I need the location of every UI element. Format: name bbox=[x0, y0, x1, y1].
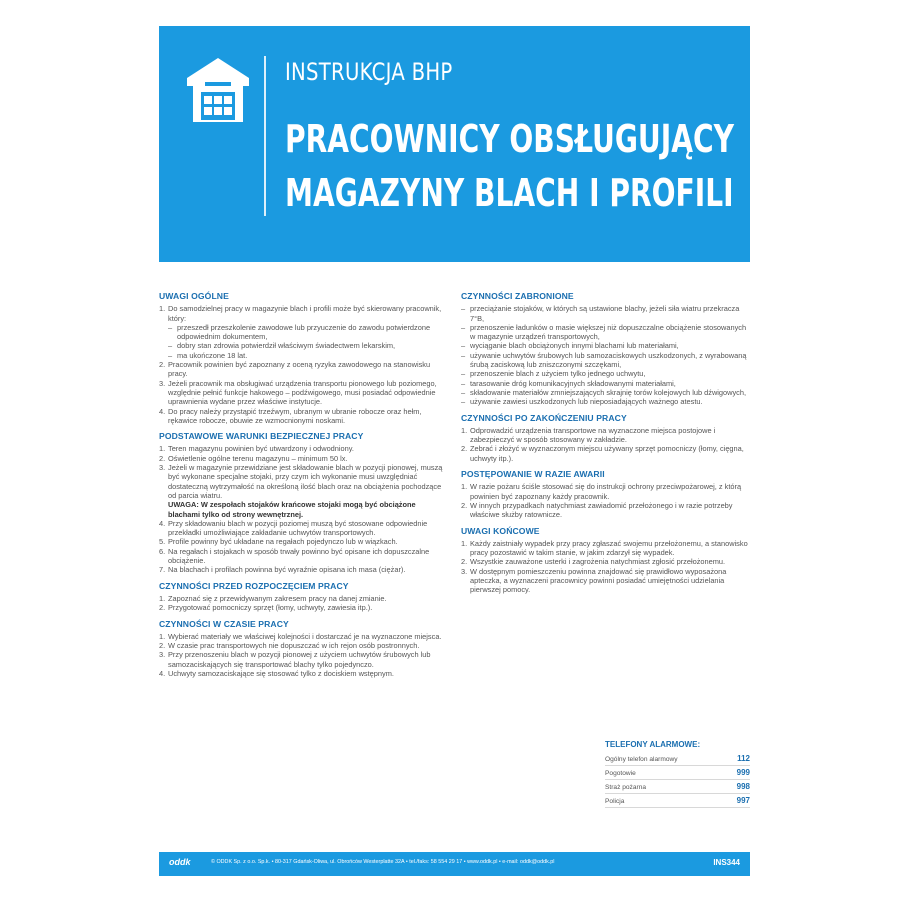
section-title: CZYNNOŚCI PO ZAKOŃCZENIU PRACY bbox=[461, 412, 627, 423]
phone-row bbox=[605, 766, 750, 780]
item-text: składowanie materiałów zmniejszających skrajnię torów kolejowych lub dźwigowych, bbox=[470, 387, 747, 397]
section-prohibited-actions bbox=[461, 292, 750, 407]
list-item: – wyciąganie blach obciążonych innymi blachami lub materiałami, bbox=[461, 341, 750, 350]
left-column bbox=[159, 292, 444, 685]
list-item bbox=[461, 501, 750, 520]
item-number: 1. bbox=[461, 425, 468, 435]
phones-title: TELEFONY ALARMOWE: bbox=[605, 740, 701, 749]
sub-item: – przeszedł przeszkolenie zawodowe lub przyuczenie do zawodu potwierdzone odpowiednim dokumentem, bbox=[159, 323, 444, 342]
list-item bbox=[159, 669, 444, 678]
item-text: Wszystkie zauważone usterki i zagrożenia natychmiast zgłosić przełożonemu. bbox=[470, 557, 726, 567]
list-item bbox=[159, 519, 444, 538]
document-type: INSTRUKCJA BHP bbox=[285, 58, 453, 86]
item-number: 1. bbox=[159, 593, 166, 603]
safety-instruction-sheet bbox=[159, 26, 750, 876]
item-number: 1. bbox=[159, 631, 166, 641]
list-item bbox=[461, 444, 750, 463]
item-text: Oświetlenie ogólne terenu magazynu – minimum 50 lx. bbox=[168, 453, 348, 463]
item-text bbox=[168, 463, 444, 519]
title-line-2: MAGAZYNY BLACH I PROFILI bbox=[285, 171, 734, 215]
section-title: CZYNNOŚCI ZABRONIONE bbox=[461, 291, 574, 301]
section-before-work bbox=[159, 582, 444, 613]
phone-number: 112 bbox=[737, 754, 750, 763]
item-text: W innych przypadkach natychmiast zawiadomić przełożonego i w razie potrzeby właściwe służby ratownicze. bbox=[470, 500, 733, 520]
header-divider bbox=[264, 56, 266, 216]
item-text: przenoszenie ładunków o masie większej niż dopuszczalne obciążenie stosowanych w magazynie urządzeń transportowych, bbox=[470, 322, 747, 342]
item-number: 2. bbox=[159, 453, 166, 463]
item-number: 2. bbox=[461, 557, 468, 567]
item-text: Teren magazynu powinien być utwardzony i odwodniony. bbox=[168, 444, 354, 454]
item-text: wyciąganie blach obciążonych innymi blachami lub materiałami, bbox=[470, 341, 679, 351]
list-item: – przenoszenie ładunków o masie większej niż dopuszczalne obciążenie stosowanych w magazynie urządzeń transportowych, bbox=[461, 323, 750, 342]
phone-label: Ogólny telefon alarmowy bbox=[605, 756, 678, 763]
phone-row bbox=[605, 780, 750, 794]
list-item bbox=[461, 482, 750, 501]
list-item: – używanie uchwytów śrubowych lub samozaciskowych uszkodzonych, z wyrabowaną śrubą zaciskową lub zniszczonymi szczękami, bbox=[461, 351, 750, 370]
emergency-phones-box bbox=[605, 740, 750, 808]
sub-item-text: dobry stan zdrowia potwierdził właściwym świadectwem lekarskim, bbox=[177, 341, 396, 351]
item-number: 1. bbox=[159, 304, 166, 314]
section-during-work bbox=[159, 620, 444, 679]
list-item bbox=[159, 463, 444, 519]
item-number: 4. bbox=[159, 518, 166, 528]
document-code: INS344 bbox=[713, 858, 740, 867]
list-item: – tarasowanie dróg komunikacyjnych składowanymi materiałami, bbox=[461, 379, 750, 388]
list-item bbox=[159, 454, 444, 463]
list-item: – składowanie materiałów zmniejszających skrajnię torów kolejowych lub dźwigowych, bbox=[461, 388, 750, 397]
item-text: W dostępnym pomieszczeniu powinna znajdować się prawidłowo wyposażona apteczka, a wyznaczeni pracownicy powinni posiadać umiejętności udzielania pierwszej pomocy. bbox=[470, 566, 727, 595]
phone-number: 999 bbox=[736, 768, 750, 777]
section-title: CZYNNOŚCI W CZASIE PRACY bbox=[159, 618, 289, 629]
sub-item: – dobry stan zdrowia potwierdził właściwym świadectwem lekarskim, bbox=[168, 341, 396, 351]
section-title: POSTĘPOWANIE W RAZIE AWARII bbox=[461, 469, 605, 480]
item-number: 2. bbox=[461, 444, 468, 454]
section-emergency bbox=[461, 470, 750, 519]
item-text: Wybierać materiały we właściwej kolejności i dostarczać je na wyznaczone miejsca. bbox=[168, 631, 442, 641]
item-number: 2. bbox=[461, 500, 468, 510]
list-item bbox=[159, 650, 444, 669]
item-text: Na blachach i profilach powinna być wyraźnie opisana ich masa (ciężar). bbox=[168, 565, 406, 575]
list-item bbox=[159, 537, 444, 546]
item-text: W razie pożaru ściśle stosować się do instrukcji ochrony przeciwpożarowej, z którą powinien być zapoznany każdy pracownik. bbox=[470, 482, 742, 501]
item-number: 3. bbox=[159, 463, 166, 473]
item-text: Przy przenoszeniu blach w pozycji pionowej z użyciem uchwytów śrubowych lub samozaciskających się transportować blachy tylko pojedynczo. bbox=[168, 650, 431, 669]
list-item bbox=[461, 557, 750, 566]
list-item bbox=[159, 444, 444, 453]
item-text: używanie zawiesi uszkodzonych lub nieposiadających ważnego atestu. bbox=[470, 397, 703, 407]
item-number: 6. bbox=[159, 546, 166, 556]
item-text: Pracownik powinien być zapoznany z oceną ryzyka zawodowego na stanowisku pracy. bbox=[168, 360, 431, 379]
sub-item-text: przeszedł przeszkolenie zawodowe lub przyuczenie do zawodu potwierdzone odpowiednim dokumentem, bbox=[177, 322, 431, 342]
publisher-info: © ODDK Sp. z o.o. Sp.k. • 80-317 Gdańsk-Oliwa, ul. Obrońców Westerplatte 32A • tel./faks: 58 554 29 17 • www.oddk.pl • e-mail: oddk@oddk.pl bbox=[211, 859, 555, 865]
item-text: W czasie prac transportowych nie dopuszczać w ich rejon osób postronnych. bbox=[168, 641, 420, 651]
list-item: – przenoszenie blach z użyciem tylko jednego uchwytu, bbox=[461, 369, 750, 378]
list-item bbox=[159, 603, 444, 612]
list-item bbox=[159, 547, 444, 566]
list-item bbox=[159, 565, 444, 574]
phone-label: Policja bbox=[605, 798, 625, 805]
item-text: przenoszenie blach z użyciem tylko jednego uchwytu, bbox=[470, 369, 646, 379]
list bbox=[159, 304, 444, 425]
item-number: 2. bbox=[159, 641, 166, 651]
section-general-notes bbox=[159, 292, 444, 425]
list-item bbox=[461, 426, 750, 445]
list-item bbox=[159, 641, 444, 650]
list-item bbox=[159, 379, 444, 407]
item-number: 1. bbox=[461, 482, 468, 492]
footer-bar bbox=[159, 852, 750, 876]
section-title: UWAGI OGÓLNE bbox=[159, 291, 229, 301]
item-text: używanie uchwytów śrubowych lub samozaciskowych uszkodzonych, z wyrabowaną śrubą zaciskową lub zniszczonymi szczękami, bbox=[470, 350, 747, 370]
warning-note: UWAGA: W zespołach stojaków krańcowe stojaki mogą być obciążone blachami tylko od strony wewnętrznej. bbox=[168, 500, 416, 519]
item-text: Odprowadzić urządzenia transportowe na wyznaczone miejsca postojowe i zabezpieczyć w sposób stosowany w zakładzie. bbox=[470, 425, 716, 445]
item-text: Przygotować pomocniczy sprzęt (łomy, uchwyty, zawiesia itp.). bbox=[168, 603, 373, 613]
section-final-notes bbox=[461, 527, 750, 595]
item-text bbox=[168, 304, 444, 323]
sub-item-text: ma ukończone 18 lat. bbox=[177, 350, 248, 360]
list-item bbox=[159, 594, 444, 603]
list-item bbox=[461, 567, 750, 595]
item-number: 3. bbox=[461, 566, 468, 576]
item-text: przeciążanie stojaków, w których są ustawione blachy, jeżeli siła wiatru przekracza 7°B, bbox=[470, 304, 740, 323]
item-text: tarasowanie dróg komunikacyjnych składowanymi materiałami, bbox=[470, 378, 676, 388]
phone-row bbox=[605, 752, 750, 766]
title-line-1: PRACOWNICY OBSŁUGUJĄCY bbox=[285, 117, 734, 161]
item-number: 4. bbox=[159, 406, 166, 416]
item-number: 5. bbox=[159, 537, 166, 547]
item-text: Jeżeli pracownik ma obsługiwać urządzenia transportu pionowego lub poziomego, względnie pełnić funkcje hakowego – podźwigowego, musi posiadać odpowiednie uprawnienia wydane przez właściwe instytucje. bbox=[168, 378, 437, 407]
item-body: Do samodzielnej pracy w magazynie blach i profili może być skierowany pracownik, który: bbox=[168, 304, 442, 323]
item-number: 3. bbox=[159, 378, 166, 388]
item-text: Na regałach i stojakach w sposób trwały powinno być opisane ich dopuszczalne obciążenie. bbox=[168, 546, 430, 566]
section-title: CZYNNOŚCI PRZED ROZPOCZĘCIEM PRACY bbox=[159, 580, 349, 591]
item-text: Do pracy należy przystąpić trzeźwym, ubranym w ubranie robocze oraz hełm, rękawice robocze, obuwie ze wzmocnionymi noskami. bbox=[168, 406, 422, 425]
sub-item: – ma ukończone 18 lat. bbox=[168, 350, 248, 360]
phone-number: 998 bbox=[736, 782, 750, 791]
item-text: Profile powinny być układane na regałach pojedynczo lub w wiązkach. bbox=[168, 537, 398, 547]
list-item bbox=[461, 539, 750, 558]
list-item bbox=[159, 360, 444, 379]
header-banner bbox=[159, 26, 750, 262]
list-item bbox=[159, 304, 444, 323]
right-column bbox=[461, 292, 750, 602]
section-after-work bbox=[461, 414, 750, 463]
item-text: Uchwyty samozaciskające się stosować tylko z dociskiem wstępnym. bbox=[168, 668, 394, 678]
phone-number: 997 bbox=[736, 796, 750, 805]
item-text: Zapoznać się z przewidywanym zakresem pracy na danej zmianie. bbox=[168, 593, 387, 603]
item-number: 1. bbox=[461, 538, 468, 548]
page-title bbox=[285, 112, 734, 220]
phone-label: Pogotowie bbox=[605, 770, 636, 777]
list-item bbox=[159, 632, 444, 641]
item-number: 3. bbox=[159, 650, 166, 660]
item-number: 2. bbox=[159, 603, 166, 613]
item-text: Przy składowaniu blach w pozycji poziomej muszą być stosowane odpowiednie przekładki umożliwiające zakładanie uchwytów transportowych. bbox=[168, 518, 428, 538]
section-title: PODSTAWOWE WARUNKI BEZPIECZNEJ PRACY bbox=[159, 431, 364, 442]
item-text: Każdy zaistniały wypadek przy pracy zgłaszać swojemu przełożonemu, a stanowisko pracy pozostawić w takim stanie, w jakim zdarzył się wypadek. bbox=[470, 538, 748, 558]
item-number: 4. bbox=[159, 668, 166, 678]
phone-row bbox=[605, 794, 750, 808]
item-text: Zebrać i złożyć w wyznaczonym miejscu używany sprzęt pomocniczy (łomy, cięgna, uchwyty itp.). bbox=[470, 444, 744, 463]
publisher-logo: oddk bbox=[169, 857, 191, 867]
section-title: UWAGI KOŃCOWE bbox=[461, 525, 540, 536]
item-body: Jeżeli w magazynie przewidziane jest składowanie blach w pozycji pionowej, muszą być wykonane specjalne stojaki, przy czym ich wykonanie musi uwzględniać dostateczną wytrzymałość na określoną ilość blach oraz na obciążenia pochodzące od parcia wiatru. bbox=[168, 463, 443, 500]
list-item: – używanie zawiesi uszkodzonych lub nieposiadających ważnego atestu. bbox=[461, 397, 750, 406]
warehouse-icon bbox=[185, 56, 251, 124]
section-safe-work-conditions bbox=[159, 432, 444, 574]
item-number: 1. bbox=[159, 444, 166, 454]
phone-label: Straż pożarna bbox=[605, 784, 647, 791]
list-item bbox=[159, 407, 444, 426]
list-item: – przeciążanie stojaków, w których są ustawione blachy, jeżeli siła wiatru przekracza 7°B, bbox=[461, 304, 750, 323]
item-number: 7. bbox=[159, 565, 166, 575]
item-number: 2. bbox=[159, 360, 166, 370]
